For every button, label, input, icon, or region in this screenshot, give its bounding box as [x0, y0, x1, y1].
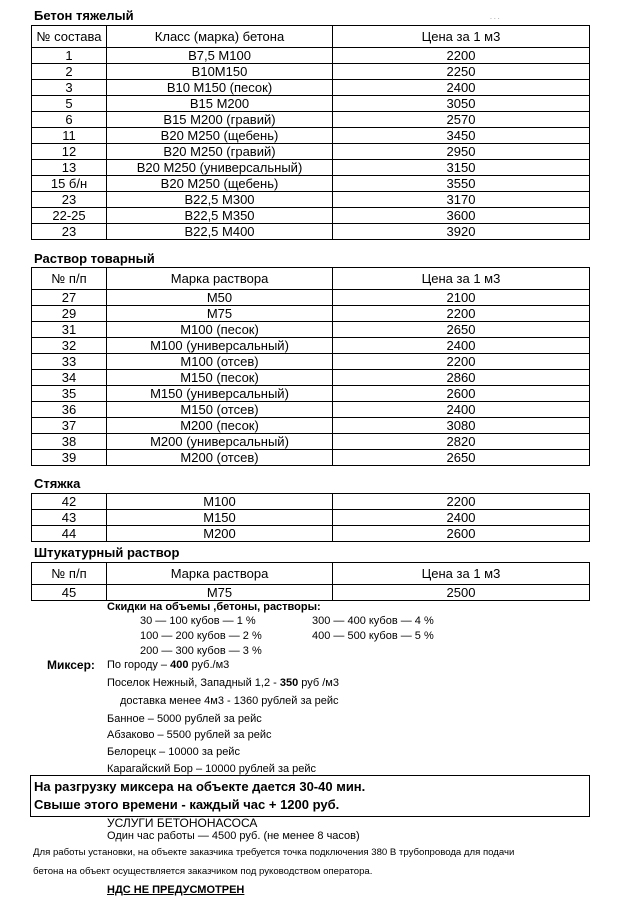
row-number-cell: 39	[32, 450, 107, 466]
price-cell: 3080	[333, 418, 590, 434]
table-row	[32, 450, 590, 466]
grade-cell: В15 М200 (гравий)	[107, 112, 333, 128]
unload-notice-line-2: Свыше этого времени - каждый час + 1200 руб.	[34, 797, 340, 812]
grade-cell: М100 (отсев)	[107, 354, 333, 370]
table-header-row	[32, 26, 590, 48]
row-number-cell: 29	[32, 306, 107, 322]
grade-cell: М200	[107, 526, 333, 542]
row-number-cell: 12	[32, 144, 107, 160]
pump-note-line-2: бетона на объект осуществляется заказчиком под руководством оператора.	[33, 866, 373, 877]
row-number-cell: 23	[32, 192, 107, 208]
column-header: № состава	[32, 26, 107, 48]
grade-cell: В20 М250 (универсальный)	[107, 160, 333, 176]
table-row	[32, 80, 590, 96]
grade-cell: В20 М250 (щебень)	[107, 128, 333, 144]
section-title-heavy-concrete: Бетон тяжелый	[34, 8, 134, 23]
discount-right-2: 400 — 500 кубов — 5 %	[312, 630, 434, 642]
mixer-place-1: Банное – 5000 рублей за рейс	[107, 713, 262, 725]
grade-cell: М75	[107, 306, 333, 322]
table-row	[32, 434, 590, 450]
discount-left-1: 30 — 100 кубов — 1 %	[140, 615, 256, 627]
row-number-cell: 44	[32, 526, 107, 542]
mixer-place-3: Белорецк – 10000 за рейс	[107, 746, 240, 758]
pump-hour-rate: Один час работы — 4500 руб. (не менее 8 часов)	[107, 830, 360, 842]
row-number-cell: 34	[32, 370, 107, 386]
table-row	[32, 510, 590, 526]
decorative-dots: . . .	[490, 14, 500, 21]
grade-cell: В22,5 М300	[107, 192, 333, 208]
table-header-row	[32, 268, 590, 290]
price-cell: 2650	[333, 322, 590, 338]
price-cell: 2500	[333, 585, 590, 601]
column-header: Класс (марка) бетона	[107, 26, 333, 48]
grade-cell: М100 (универсальный)	[107, 338, 333, 354]
discount-left-3: 200 — 300 кубов — 3 %	[140, 645, 262, 657]
grade-cell: М200 (отсев)	[107, 450, 333, 466]
discounts-title: Скидки на объемы ,бетоны, растворы:	[107, 601, 321, 613]
table-row	[32, 354, 590, 370]
mixer-city-prefix: По городу –	[107, 659, 171, 671]
heavy-concrete-table	[31, 25, 590, 240]
price-cell: 2250	[333, 64, 590, 80]
row-number-cell: 35	[32, 386, 107, 402]
row-number-cell: 43	[32, 510, 107, 526]
price-cell: 2200	[333, 306, 590, 322]
table-row	[32, 370, 590, 386]
grade-cell: М75	[107, 585, 333, 601]
column-header: № п/п	[32, 563, 107, 585]
column-header: Цена за 1 м3	[333, 26, 590, 48]
pump-note-line-1: Для работы установки, на объекте заказчика требуется точка подключения 380 В трубопровода для подачи	[33, 847, 515, 858]
discount-left-2: 100 — 200 кубов — 2 %	[140, 630, 262, 642]
table-row	[32, 494, 590, 510]
column-header: Марка раствора	[107, 268, 333, 290]
table-header-row	[32, 563, 590, 585]
grade-cell: М150 (универсальный)	[107, 386, 333, 402]
grade-cell: В10 М150 (песок)	[107, 80, 333, 96]
table-row	[32, 112, 590, 128]
table-row	[32, 192, 590, 208]
price-cell: 2400	[333, 402, 590, 418]
price-cell: 3450	[333, 128, 590, 144]
table-row	[32, 290, 590, 306]
row-number-cell: 31	[32, 322, 107, 338]
discount-right-1: 300 — 400 кубов — 4 %	[312, 615, 434, 627]
unload-notice-line-1: На разгрузку миксера на объекте дается 30-40 мин.	[34, 779, 366, 794]
price-cell: 3150	[333, 160, 590, 176]
price-cell: 2570	[333, 112, 590, 128]
mortar-table	[31, 267, 590, 466]
mixer-label: Миксер:	[47, 658, 95, 672]
row-number-cell: 1	[32, 48, 107, 64]
price-cell: 3920	[333, 224, 590, 240]
column-header: Цена за 1 м3	[333, 268, 590, 290]
table-row	[32, 526, 590, 542]
table-row	[32, 306, 590, 322]
row-number-cell: 45	[32, 585, 107, 601]
grade-cell: В22,5 М350	[107, 208, 333, 224]
price-cell: 2200	[333, 494, 590, 510]
row-number-cell: 33	[32, 354, 107, 370]
section-title-screed: Стяжка	[34, 476, 81, 491]
price-cell: 2400	[333, 338, 590, 354]
table-row	[32, 48, 590, 64]
mixer-city-price: 400	[170, 659, 189, 671]
price-cell: 2100	[333, 290, 590, 306]
mixer-settlement-suffix: руб /м3	[298, 677, 339, 689]
table-row	[32, 144, 590, 160]
grade-cell: В20 М250 (гравий)	[107, 144, 333, 160]
grade-cell: М200 (песок)	[107, 418, 333, 434]
table-row	[32, 386, 590, 402]
row-number-cell: 11	[32, 128, 107, 144]
price-cell: 2950	[333, 144, 590, 160]
pump-title: УСЛУГИ БЕТОНОНАСОСА	[107, 816, 258, 830]
row-number-cell: 32	[32, 338, 107, 354]
price-cell: 2860	[333, 370, 590, 386]
grade-cell: В7,5 М100	[107, 48, 333, 64]
column-header: Марка раствора	[107, 563, 333, 585]
row-number-cell: 23	[32, 224, 107, 240]
table-row	[32, 224, 590, 240]
price-cell: 2200	[333, 48, 590, 64]
row-number-cell: 42	[32, 494, 107, 510]
table-row	[32, 96, 590, 112]
vat-notice: НДС НЕ ПРЕДУСМОТРЕН	[107, 884, 245, 896]
row-number-cell: 2	[32, 64, 107, 80]
unload-notice-box	[30, 775, 590, 817]
grade-cell: М200 (универсальный)	[107, 434, 333, 450]
grade-cell: М150 (песок)	[107, 370, 333, 386]
table-row	[32, 322, 590, 338]
table-row	[32, 160, 590, 176]
table-row	[32, 128, 590, 144]
table-row	[32, 64, 590, 80]
price-cell: 2650	[333, 450, 590, 466]
price-cell: 3550	[333, 176, 590, 192]
price-cell: 2200	[333, 354, 590, 370]
row-number-cell: 37	[32, 418, 107, 434]
grade-cell: М50	[107, 290, 333, 306]
mixer-settlement-price: 350	[279, 677, 299, 689]
screed-table	[31, 493, 590, 542]
grade-cell: В15 М200	[107, 96, 333, 112]
mixer-settlement-line	[107, 677, 339, 689]
table-row	[32, 585, 590, 601]
grade-cell: М150 (отсев)	[107, 402, 333, 418]
mixer-place-2: Абзаково – 5500 рублей за рейс	[107, 729, 272, 741]
price-cell: 2400	[333, 510, 590, 526]
price-cell: 3600	[333, 208, 590, 224]
section-title-mortar: Раствор товарный	[34, 251, 155, 266]
row-number-cell: 27	[32, 290, 107, 306]
grade-cell: М100 (песок)	[107, 322, 333, 338]
table-row	[32, 338, 590, 354]
price-cell: 3170	[333, 192, 590, 208]
grade-cell: В20 М250 (щебень)	[107, 176, 333, 192]
row-number-cell: 3	[32, 80, 107, 96]
row-number-cell: 36	[32, 402, 107, 418]
grade-cell: В22,5 М400	[107, 224, 333, 240]
grade-cell: М100	[107, 494, 333, 510]
table-row	[32, 208, 590, 224]
mixer-city-line	[107, 659, 229, 671]
row-number-cell: 5	[32, 96, 107, 112]
column-header: Цена за 1 м3	[333, 563, 590, 585]
section-title-plaster: Штукатурный раствор	[34, 545, 180, 560]
column-header: № п/п	[32, 268, 107, 290]
mixer-city-suffix: руб./м3	[188, 659, 230, 671]
price-cell: 2600	[333, 526, 590, 542]
row-number-cell: 6	[32, 112, 107, 128]
price-cell: 2820	[333, 434, 590, 450]
row-number-cell: 38	[32, 434, 107, 450]
row-number-cell: 15 б/н	[32, 176, 107, 192]
row-number-cell: 22-25	[32, 208, 107, 224]
price-cell: 2400	[333, 80, 590, 96]
price-cell: 2600	[333, 386, 590, 402]
mixer-small-delivery: доставка менее 4м3 - 1360 рублей за рейс	[120, 695, 339, 707]
table-row	[32, 176, 590, 192]
table-row	[32, 402, 590, 418]
mixer-place-4: Карагайский Бор – 10000 рублей за рейс	[107, 763, 317, 775]
table-row	[32, 418, 590, 434]
grade-cell: В10М150	[107, 64, 333, 80]
plaster-table	[31, 562, 590, 601]
mixer-settlement-prefix: Поселок Нежный, Западный 1,2 -	[107, 677, 280, 689]
grade-cell: М150	[107, 510, 333, 526]
row-number-cell: 13	[32, 160, 107, 176]
price-cell: 3050	[333, 96, 590, 112]
